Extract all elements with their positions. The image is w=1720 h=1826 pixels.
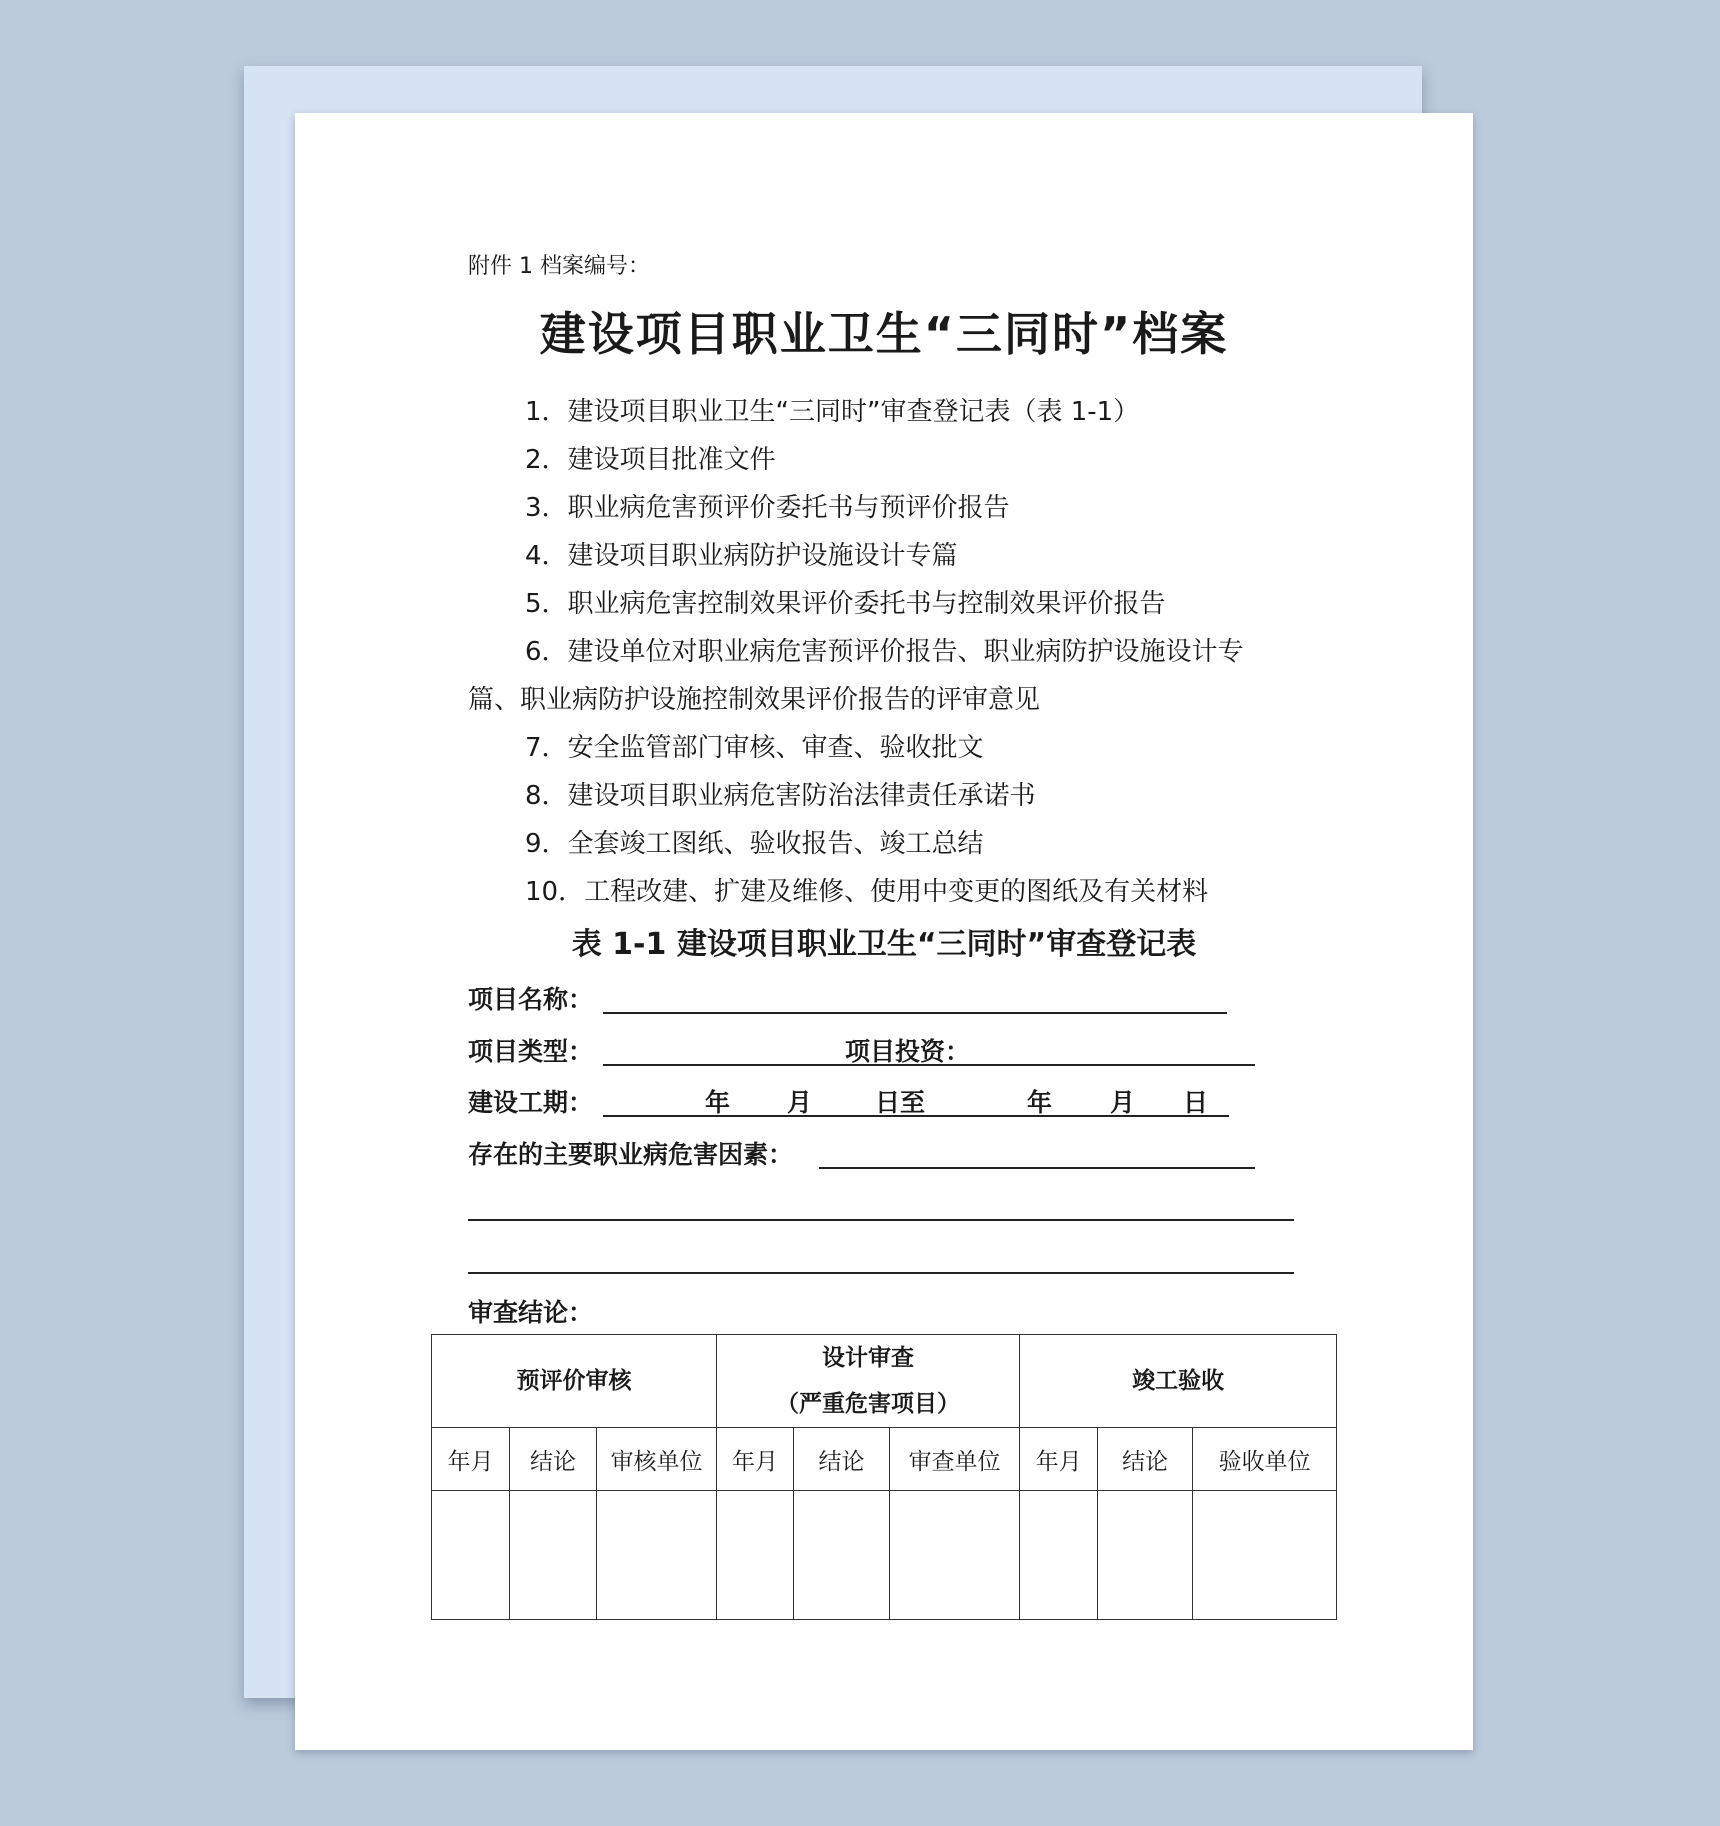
table-cell[interactable] (1020, 1491, 1098, 1620)
column-header: 年月 (432, 1428, 510, 1491)
document-title: 建设项目职业卫生“三同时”档案 (539, 307, 1229, 361)
project-type-label: 项目类型： (468, 1037, 594, 1066)
table-row (432, 1491, 1337, 1620)
table-cell[interactable] (890, 1491, 1020, 1620)
attachment-number-label: 附件 1 档案编号： (468, 254, 650, 279)
column-header: 审核单位 (597, 1428, 717, 1491)
list-item: 1．建设项目职业卫生“三同时”审查登记表（表 1-1） (525, 397, 1140, 427)
list-item: 3．职业病危害预评价委托书与预评价报告 (525, 493, 1010, 523)
start-day-to-label: 日至 (875, 1088, 926, 1117)
table-cell[interactable] (432, 1491, 510, 1620)
start-year-label: 年 (705, 1088, 731, 1117)
hazard-factors-line-3[interactable] (468, 1272, 1294, 1274)
list-item: 5．职业病危害控制效果评价委托书与控制效果评价报告 (525, 589, 1166, 619)
list-item: 7．安全监管部门审核、审查、验收批文 (525, 733, 984, 763)
project-investment-label: 项目投资： (845, 1037, 971, 1066)
list-item-continuation: 篇、职业病防护设施控制效果评价报告的评审意见 (468, 685, 1041, 715)
document-page (295, 113, 1473, 1750)
column-header: 审查单位 (890, 1428, 1020, 1491)
end-year-label: 年 (1027, 1088, 1053, 1117)
table-cell[interactable] (794, 1491, 890, 1620)
list-item: 2．建设项目批准文件 (525, 445, 776, 475)
review-conclusion-label: 审查结论： (468, 1298, 594, 1327)
column-header: 年月 (1020, 1428, 1098, 1491)
end-day-label: 日 (1183, 1088, 1209, 1117)
group-header-completion-acceptance: 竣工验收 (1020, 1335, 1337, 1428)
design-review-line1: 设计审查 (822, 1345, 915, 1371)
table-cell[interactable] (510, 1491, 597, 1620)
project-name-label: 项目名称： (468, 985, 594, 1014)
construction-period-label: 建设工期： (468, 1088, 594, 1117)
column-header: 结论 (794, 1428, 890, 1491)
column-header: 年月 (717, 1428, 794, 1491)
project-name-field[interactable] (603, 1012, 1227, 1014)
table-cell[interactable] (1098, 1491, 1193, 1620)
end-month-label: 月 (1110, 1088, 1136, 1117)
hazard-factors-label: 存在的主要职业病危害因素： (468, 1140, 794, 1169)
group-header-pre-evaluation: 预评价审核 (432, 1335, 717, 1428)
table-cell[interactable] (1193, 1491, 1337, 1620)
table-title: 表 1-1 建设项目职业卫生“三同时”审查登记表 (571, 927, 1197, 962)
column-header: 结论 (510, 1428, 597, 1491)
list-item: 6．建设单位对职业病危害预评价报告、职业病防护设施设计专 (525, 637, 1244, 667)
design-review-line2: （严重危害项目） (776, 1391, 961, 1417)
list-item: 4．建设项目职业病防护设施设计专篇 (525, 541, 958, 571)
column-header: 结论 (1098, 1428, 1193, 1491)
table-cell[interactable] (717, 1491, 794, 1620)
hazard-factors-field[interactable] (819, 1167, 1255, 1169)
group-header-design-review (717, 1335, 1020, 1428)
list-item: 9．全套竣工图纸、验收报告、竣工总结 (525, 829, 984, 859)
list-item: 10．工程改建、扩建及维修、使用中变更的图纸及有关材料 (525, 877, 1209, 907)
column-header: 验收单位 (1193, 1428, 1337, 1491)
table-cell[interactable] (597, 1491, 717, 1620)
review-table (431, 1334, 1337, 1620)
hazard-factors-line-2[interactable] (468, 1219, 1294, 1221)
list-item: 8．建设项目职业病危害防治法律责任承诺书 (525, 781, 1036, 811)
start-month-label: 月 (787, 1088, 813, 1117)
